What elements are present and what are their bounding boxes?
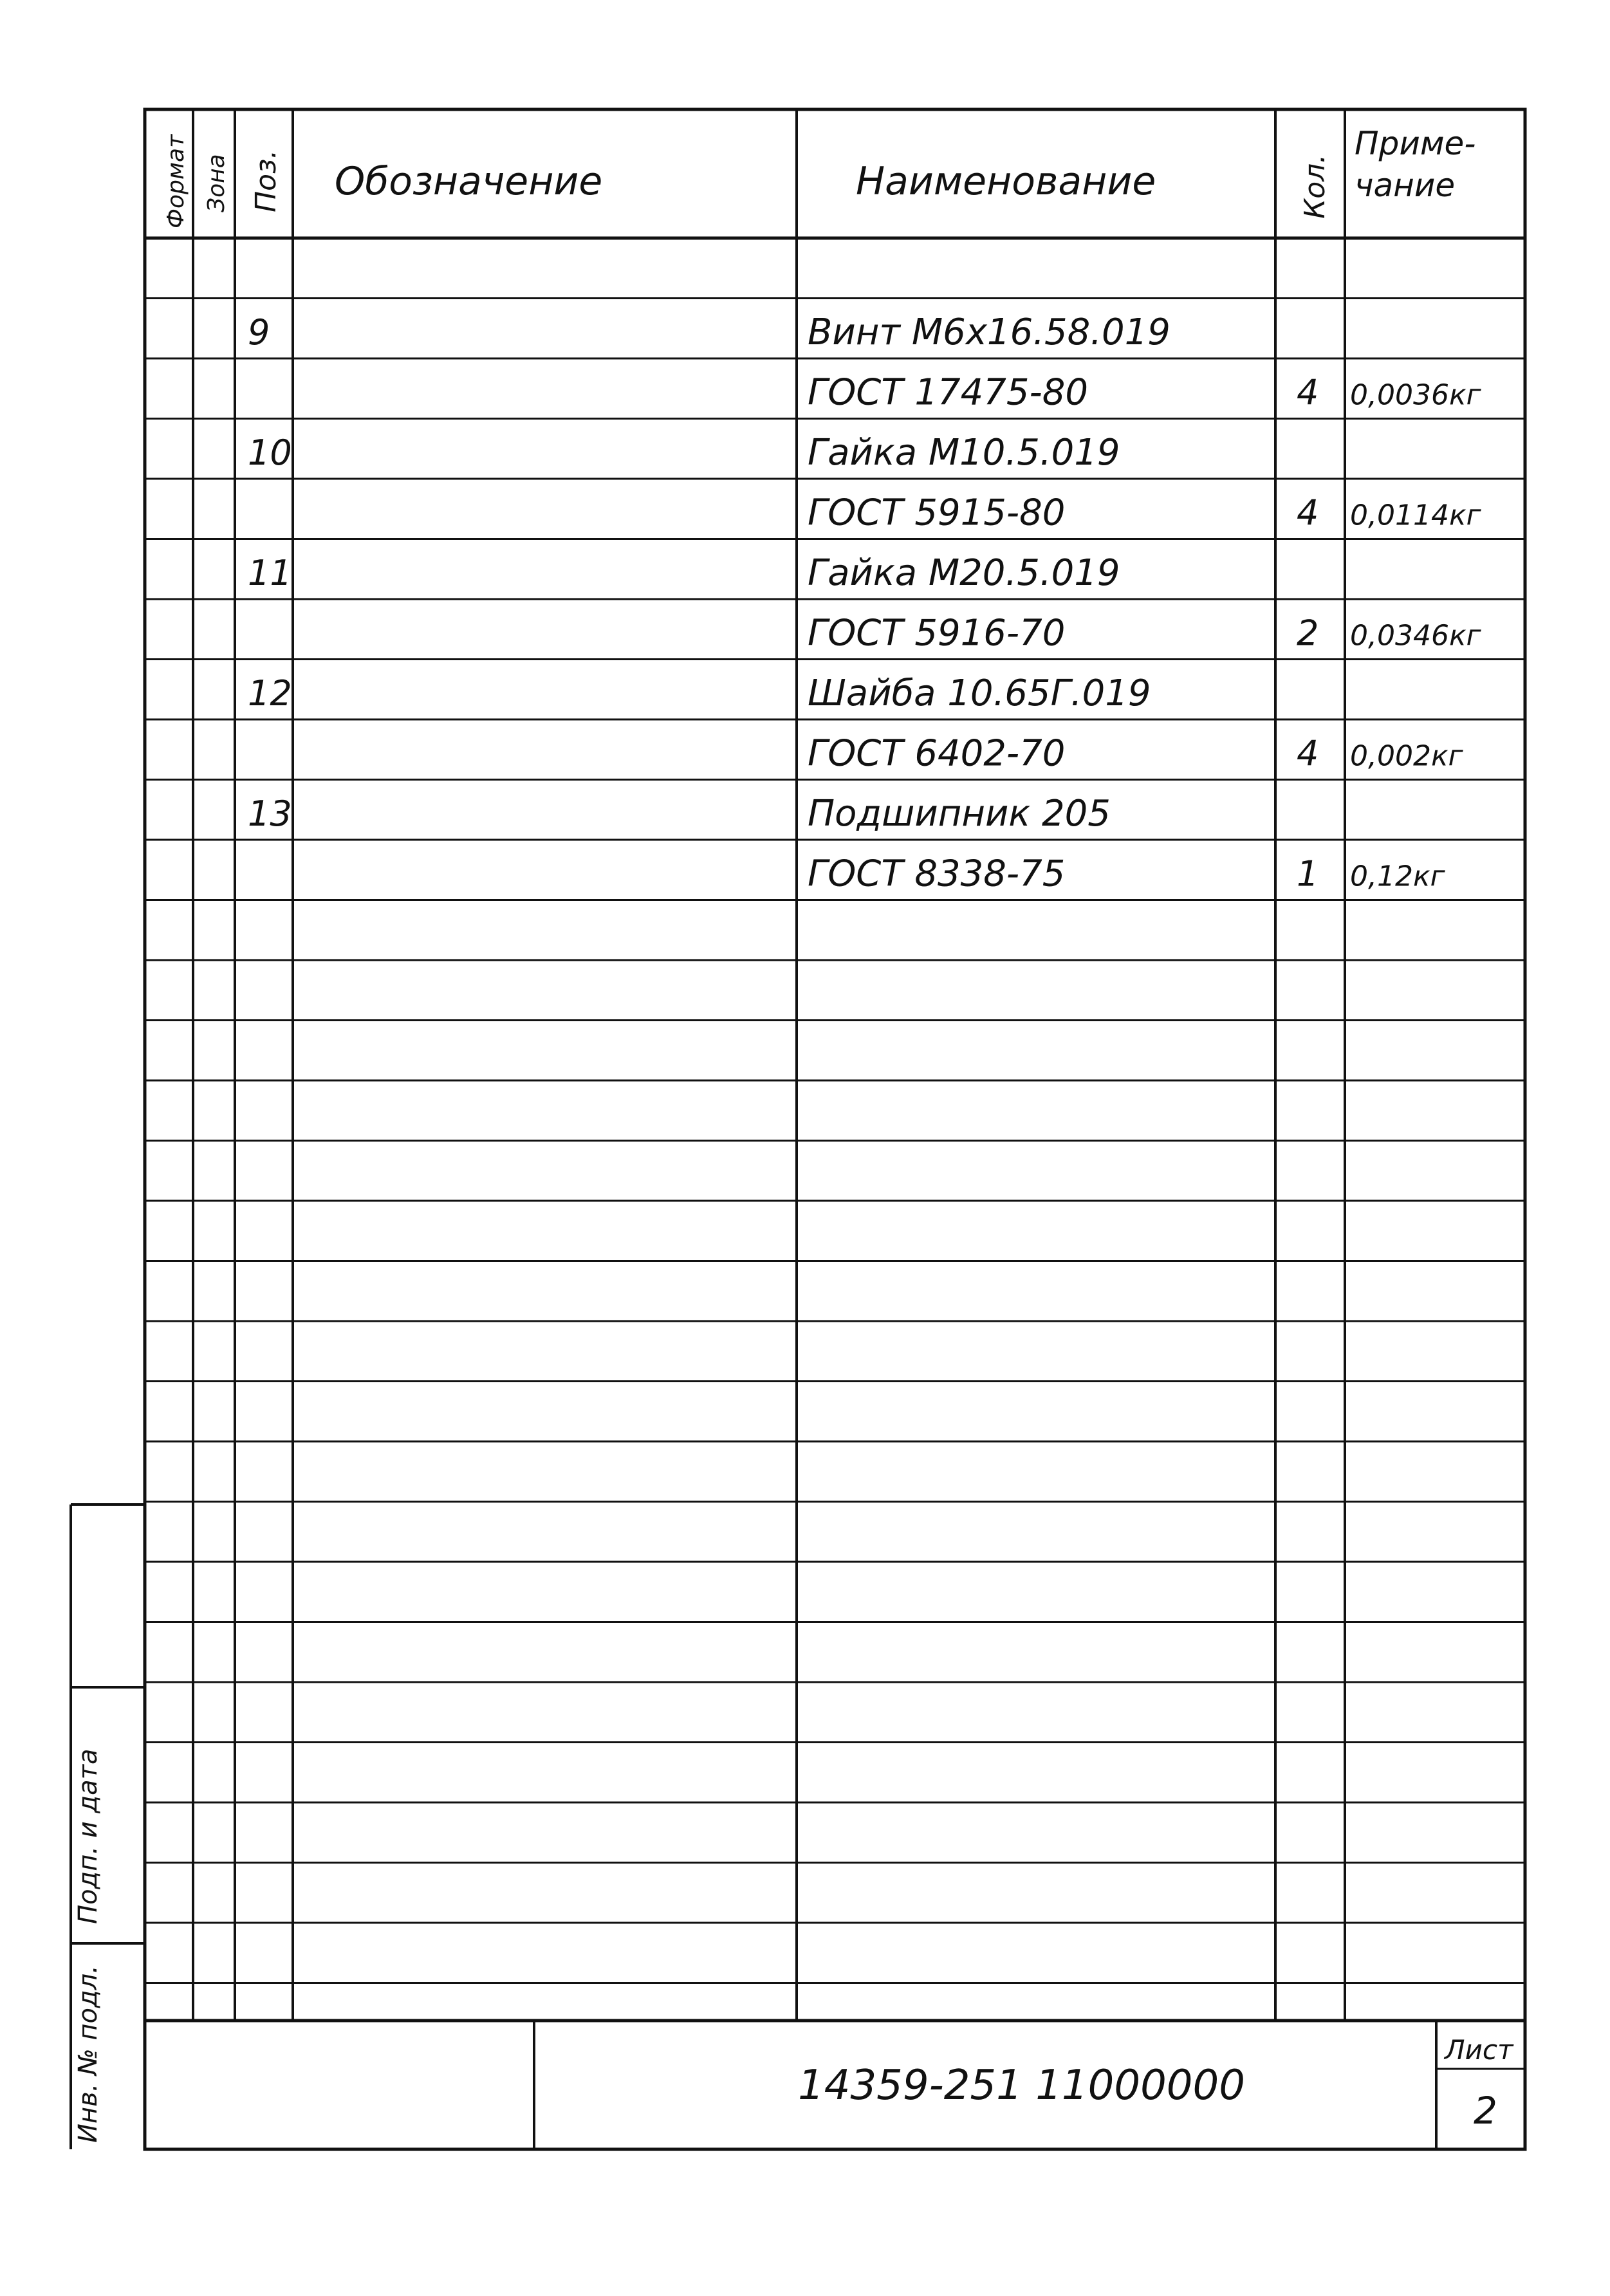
row-qty: 4	[1297, 733, 1319, 774]
row-name: ГОСТ 17475-80	[808, 371, 1088, 414]
header-format: Формат	[163, 134, 189, 228]
header-zone: Зона	[203, 154, 230, 212]
row-name: ГОСТ 5915-80	[808, 492, 1066, 534]
header-qty: Кол.	[1299, 154, 1331, 219]
row-note: 0,12кг	[1350, 860, 1445, 893]
row-name: Подшипник 205	[808, 793, 1111, 835]
row-note: 0,0346кг	[1350, 619, 1481, 653]
row-qty: 1	[1297, 853, 1319, 894]
row-qty: 4	[1297, 372, 1319, 413]
row-name: Гайка М20.5.019	[808, 552, 1120, 594]
row-pos: 13	[248, 793, 292, 834]
header-designation: Обозначение	[335, 159, 603, 204]
row-pos: 9	[248, 312, 270, 353]
row-qty: 2	[1297, 613, 1319, 654]
document-code: 14359-251 11000000	[798, 2062, 1245, 2109]
row-name: ГОСТ 5916-70	[808, 612, 1066, 654]
row-name: Шайба 10.65Г.019	[808, 672, 1151, 714]
sheet-label: Лист	[1445, 2034, 1513, 2066]
row-name: ГОСТ 8338-75	[808, 853, 1066, 895]
row-pos: 10	[248, 432, 292, 473]
row-name: ГОСТ 6402-70	[808, 732, 1066, 775]
header-note-line1: Приме-	[1355, 125, 1476, 162]
row-note: 0,002кг	[1350, 739, 1463, 773]
header-note-line2: чание	[1355, 167, 1456, 204]
row-pos: 11	[248, 553, 292, 593]
row-name: Винт М6х16.58.019	[808, 311, 1170, 353]
side-label-sign-date: Подп. и дата	[73, 1748, 103, 1924]
row-pos: 12	[248, 673, 292, 714]
row-note: 0,0114кг	[1350, 499, 1481, 532]
row-name: Гайка М10.5.019	[808, 432, 1120, 474]
row-qty: 4	[1297, 492, 1319, 533]
header-name: Наименование	[856, 159, 1156, 204]
side-label-inv-number: Инв. № подл.	[73, 1965, 103, 2143]
row-note: 0,0036кг	[1350, 378, 1481, 412]
sheet-number: 2	[1474, 2089, 1497, 2133]
header-pos: Поз.	[250, 149, 282, 212]
